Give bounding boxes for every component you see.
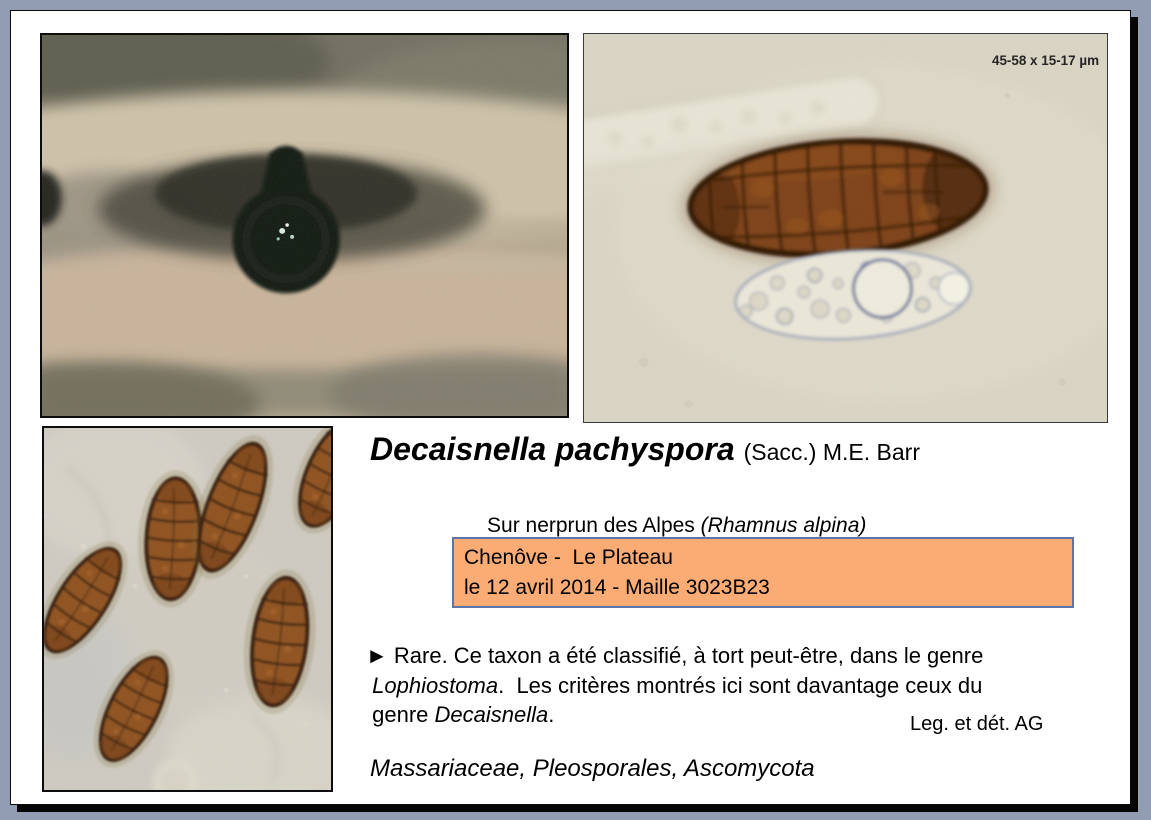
photo-perithecium-on-bark xyxy=(40,33,569,418)
species-name: Decaisnella pachyspora xyxy=(370,431,735,467)
perithecium-photo-art xyxy=(42,35,567,416)
host-latin-name: (Rhamnus alpina) xyxy=(700,514,867,537)
location-line-1: Chenôve - Le Plateau xyxy=(464,546,673,569)
location-box xyxy=(452,537,1074,608)
plate-page xyxy=(10,10,1131,805)
note-paragraph: ► Rare. Ce taxon a été classifié, à tort peut-être, dans le genre Lophiostoma. Les critères montrés ici sont davantage ceux du genre Decaisnella. xyxy=(366,643,984,727)
spore-group-art xyxy=(44,428,331,790)
credit-line: Leg. et dét. AG xyxy=(910,713,1044,735)
taxonomy-line: Massariaceae, Pleosporales, Ascomycota xyxy=(370,755,815,782)
host-prefix: Sur nerprun des Alpes xyxy=(487,514,701,537)
species-title xyxy=(370,431,920,468)
measurement-label: 45-58 x 15-17 µm xyxy=(991,52,1100,68)
photo-spore-micrograph xyxy=(583,33,1108,423)
photo-spore-group-micrograph xyxy=(42,426,333,792)
species-authority: (Sacc.) M.E. Barr xyxy=(743,439,920,465)
location-line-2: le 12 avril 2014 - Maille 3023B23 xyxy=(464,576,770,599)
spore-micrograph-art xyxy=(584,34,1107,422)
